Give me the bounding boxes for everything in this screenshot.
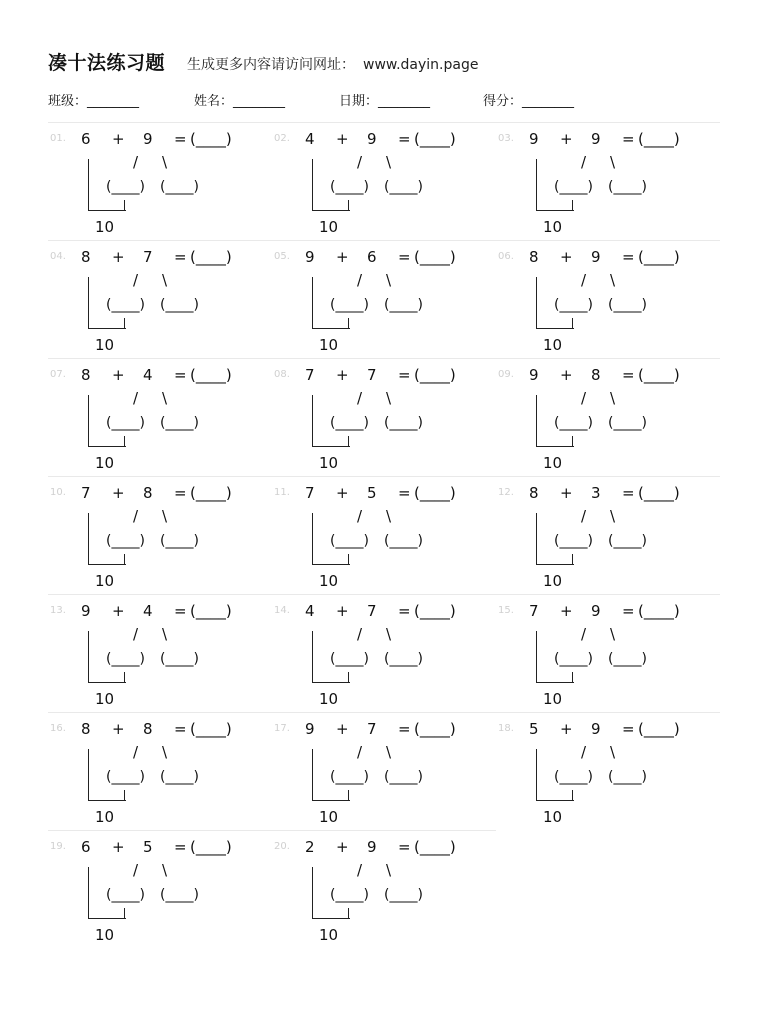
problem-cell bbox=[48, 830, 272, 949]
split-blank-left[interactable]: (____) bbox=[106, 415, 145, 431]
bracket-line bbox=[312, 395, 350, 447]
bracket-line bbox=[536, 159, 574, 211]
bracket-tick bbox=[348, 554, 349, 564]
bracket-tick bbox=[348, 790, 349, 800]
bracket-tick bbox=[572, 790, 573, 800]
equals-sign: = bbox=[622, 720, 635, 738]
bracket-tick bbox=[124, 318, 125, 328]
problem-number: 04. bbox=[50, 251, 66, 262]
split-blank-right[interactable]: (____) bbox=[608, 651, 647, 667]
second-addend: 9 bbox=[591, 130, 601, 148]
plus-sign: + bbox=[112, 248, 125, 266]
split-right-backslash: \ bbox=[162, 861, 168, 879]
split-blank-right[interactable]: (____) bbox=[160, 533, 199, 549]
bracket-line bbox=[312, 513, 350, 565]
equals-sign: = bbox=[622, 366, 635, 384]
make-ten-label: 10 bbox=[319, 572, 339, 590]
answer-blank[interactable]: (____) bbox=[414, 484, 456, 502]
split-blank-left[interactable]: (____) bbox=[554, 179, 593, 195]
problem-number: 05. bbox=[274, 251, 290, 262]
plus-sign: + bbox=[112, 602, 125, 620]
second-addend: 9 bbox=[591, 720, 601, 738]
answer-blank[interactable]: (____) bbox=[638, 484, 680, 502]
split-blank-right[interactable]: (____) bbox=[160, 651, 199, 667]
bracket-line bbox=[88, 159, 126, 211]
problem-number: 12. bbox=[498, 487, 514, 498]
problem-number: 03. bbox=[498, 133, 514, 144]
bracket-line bbox=[88, 395, 126, 447]
split-blank-left[interactable]: (____) bbox=[554, 533, 593, 549]
split-blank-left[interactable]: (____) bbox=[106, 297, 145, 313]
bracket-tick bbox=[124, 790, 125, 800]
first-addend: 8 bbox=[529, 248, 539, 266]
problem-number: 02. bbox=[274, 133, 290, 144]
problem-number: 10. bbox=[50, 487, 66, 498]
split-blank-left[interactable]: (____) bbox=[554, 297, 593, 313]
bracket-line bbox=[88, 277, 126, 329]
problem-cell bbox=[272, 476, 496, 595]
first-addend: 6 bbox=[81, 838, 91, 856]
answer-blank[interactable]: (____) bbox=[414, 838, 456, 856]
second-addend: 8 bbox=[591, 366, 601, 384]
split-left-slash: / bbox=[581, 153, 587, 171]
make-ten-label: 10 bbox=[319, 926, 339, 944]
problem-number: 06. bbox=[498, 251, 514, 262]
second-addend: 9 bbox=[367, 130, 377, 148]
plus-sign: + bbox=[112, 484, 125, 502]
split-blank-left[interactable]: (____) bbox=[554, 651, 593, 667]
plus-sign: + bbox=[560, 602, 573, 620]
split-blank-left[interactable]: (____) bbox=[330, 415, 369, 431]
problem-number: 09. bbox=[498, 369, 514, 380]
first-addend: 9 bbox=[305, 720, 315, 738]
split-right-backslash: \ bbox=[162, 625, 168, 643]
problem-cell bbox=[496, 240, 720, 359]
make-ten-label: 10 bbox=[543, 218, 563, 236]
problem-number: 16. bbox=[50, 723, 66, 734]
make-ten-label: 10 bbox=[95, 926, 115, 944]
split-right-backslash: \ bbox=[610, 625, 616, 643]
first-addend: 8 bbox=[529, 484, 539, 502]
answer-blank[interactable]: (____) bbox=[414, 720, 456, 738]
split-left-slash: / bbox=[581, 507, 587, 525]
split-blank-right[interactable]: (____) bbox=[160, 179, 199, 195]
bracket-line bbox=[312, 277, 350, 329]
split-blank-left[interactable]: (____) bbox=[106, 651, 145, 667]
equals-sign: = bbox=[398, 130, 411, 148]
bracket-tick bbox=[572, 554, 573, 564]
equals-sign: = bbox=[174, 248, 187, 266]
plus-sign: + bbox=[112, 720, 125, 738]
split-blank-right[interactable]: (____) bbox=[608, 179, 647, 195]
make-ten-label: 10 bbox=[95, 218, 115, 236]
first-addend: 9 bbox=[81, 602, 91, 620]
split-right-backslash: \ bbox=[386, 625, 392, 643]
first-addend: 9 bbox=[305, 248, 315, 266]
equals-sign: = bbox=[622, 484, 635, 502]
equals-sign: = bbox=[174, 130, 187, 148]
split-right-backslash: \ bbox=[610, 153, 616, 171]
page-title: 凑十法练习题 bbox=[48, 52, 166, 74]
problem-cell bbox=[272, 712, 496, 831]
problem-number: 17. bbox=[274, 723, 290, 734]
make-ten-label: 10 bbox=[543, 808, 563, 826]
split-blank-left[interactable]: (____) bbox=[554, 769, 593, 785]
page-subtitle: 生成更多内容请访问网址： bbox=[187, 57, 356, 73]
problem-cell bbox=[496, 594, 720, 713]
second-addend: 7 bbox=[367, 366, 377, 384]
bracket-tick bbox=[124, 908, 125, 918]
equals-sign: = bbox=[398, 484, 411, 502]
first-addend: 6 bbox=[81, 130, 91, 148]
split-left-slash: / bbox=[357, 507, 363, 525]
score-field: 得分：________ bbox=[483, 94, 575, 109]
second-addend: 7 bbox=[143, 248, 153, 266]
bracket-line bbox=[312, 867, 350, 919]
split-left-slash: / bbox=[357, 153, 363, 171]
plus-sign: + bbox=[112, 838, 125, 856]
split-blank-right[interactable]: (____) bbox=[608, 297, 647, 313]
problem-number: 20. bbox=[274, 841, 290, 852]
equals-sign: = bbox=[398, 366, 411, 384]
plus-sign: + bbox=[112, 366, 125, 384]
second-addend: 7 bbox=[367, 720, 377, 738]
split-right-backslash: \ bbox=[162, 271, 168, 289]
split-blank-left[interactable]: (____) bbox=[330, 651, 369, 667]
equals-sign: = bbox=[622, 602, 635, 620]
answer-blank[interactable]: (____) bbox=[190, 248, 232, 266]
make-ten-label: 10 bbox=[319, 218, 339, 236]
split-left-slash: / bbox=[133, 861, 139, 879]
first-addend: 4 bbox=[305, 602, 315, 620]
worksheet-header bbox=[48, 48, 478, 78]
make-ten-label: 10 bbox=[319, 690, 339, 708]
make-ten-label: 10 bbox=[319, 808, 339, 826]
equals-sign: = bbox=[174, 602, 187, 620]
bracket-tick bbox=[348, 672, 349, 682]
make-ten-label: 10 bbox=[543, 690, 563, 708]
bracket-tick bbox=[572, 318, 573, 328]
date-field: 日期：________ bbox=[339, 94, 431, 109]
bracket-line bbox=[312, 749, 350, 801]
problem-cell bbox=[48, 594, 272, 713]
split-left-slash: / bbox=[357, 625, 363, 643]
split-left-slash: / bbox=[357, 271, 363, 289]
problem-number: 15. bbox=[498, 605, 514, 616]
problem-cell bbox=[272, 122, 496, 241]
split-left-slash: / bbox=[357, 389, 363, 407]
first-addend: 5 bbox=[529, 720, 539, 738]
make-ten-label: 10 bbox=[95, 690, 115, 708]
make-ten-label: 10 bbox=[319, 454, 339, 472]
problem-grid bbox=[48, 122, 720, 952]
student-info-row bbox=[48, 90, 720, 110]
equals-sign: = bbox=[398, 838, 411, 856]
make-ten-label: 10 bbox=[543, 572, 563, 590]
make-ten-label: 10 bbox=[319, 336, 339, 354]
split-blank-right[interactable]: (____) bbox=[160, 769, 199, 785]
make-ten-label: 10 bbox=[95, 454, 115, 472]
split-left-slash: / bbox=[357, 743, 363, 761]
problem-cell bbox=[272, 830, 496, 949]
problem-cell bbox=[48, 712, 272, 831]
bracket-line bbox=[536, 749, 574, 801]
first-addend: 8 bbox=[81, 248, 91, 266]
equals-sign: = bbox=[174, 484, 187, 502]
split-right-backslash: \ bbox=[386, 507, 392, 525]
problem-cell bbox=[48, 476, 272, 595]
answer-blank[interactable]: (____) bbox=[414, 130, 456, 148]
plus-sign: + bbox=[336, 602, 349, 620]
split-right-backslash: \ bbox=[610, 507, 616, 525]
bracket-line bbox=[312, 159, 350, 211]
problem-number: 19. bbox=[50, 841, 66, 852]
problem-number: 18. bbox=[498, 723, 514, 734]
problem-cell bbox=[272, 240, 496, 359]
second-addend: 9 bbox=[591, 602, 601, 620]
problem-cell bbox=[496, 358, 720, 477]
make-ten-label: 10 bbox=[95, 808, 115, 826]
split-right-backslash: \ bbox=[386, 861, 392, 879]
equals-sign: = bbox=[398, 248, 411, 266]
bracket-tick bbox=[348, 318, 349, 328]
problem-cell bbox=[496, 122, 720, 241]
split-right-backslash: \ bbox=[162, 507, 168, 525]
split-left-slash: / bbox=[133, 625, 139, 643]
first-addend: 9 bbox=[529, 366, 539, 384]
bracket-line bbox=[312, 631, 350, 683]
split-right-backslash: \ bbox=[386, 743, 392, 761]
split-blank-right[interactable]: (____) bbox=[384, 769, 423, 785]
bracket-tick bbox=[124, 436, 125, 446]
second-addend: 9 bbox=[143, 130, 153, 148]
answer-blank[interactable]: (____) bbox=[638, 602, 680, 620]
plus-sign: + bbox=[336, 720, 349, 738]
problem-cell bbox=[48, 240, 272, 359]
second-addend: 8 bbox=[143, 720, 153, 738]
split-blank-right[interactable]: (____) bbox=[384, 297, 423, 313]
split-blank-left[interactable]: (____) bbox=[330, 533, 369, 549]
answer-blank[interactable]: (____) bbox=[190, 602, 232, 620]
second-addend: 7 bbox=[367, 602, 377, 620]
answer-blank[interactable]: (____) bbox=[638, 248, 680, 266]
answer-blank[interactable]: (____) bbox=[190, 720, 232, 738]
second-addend: 4 bbox=[143, 366, 153, 384]
first-addend: 7 bbox=[305, 484, 315, 502]
split-right-backslash: \ bbox=[610, 271, 616, 289]
plus-sign: + bbox=[336, 484, 349, 502]
second-addend: 9 bbox=[367, 838, 377, 856]
make-ten-label: 10 bbox=[95, 572, 115, 590]
equals-sign: = bbox=[622, 248, 635, 266]
equals-sign: = bbox=[622, 130, 635, 148]
split-right-backslash: \ bbox=[610, 743, 616, 761]
first-addend: 7 bbox=[81, 484, 91, 502]
website-link[interactable]: www.dayin.page bbox=[363, 57, 479, 73]
plus-sign: + bbox=[336, 130, 349, 148]
plus-sign: + bbox=[560, 484, 573, 502]
problem-cell bbox=[48, 358, 272, 477]
plus-sign: + bbox=[336, 366, 349, 384]
split-right-backslash: \ bbox=[386, 153, 392, 171]
problem-cell bbox=[48, 122, 272, 241]
equals-sign: = bbox=[174, 838, 187, 856]
split-blank-right[interactable]: (____) bbox=[384, 887, 423, 903]
class-field: 班级：________ bbox=[48, 94, 140, 109]
split-blank-right[interactable]: (____) bbox=[384, 415, 423, 431]
first-addend: 8 bbox=[81, 366, 91, 384]
split-right-backslash: \ bbox=[162, 389, 168, 407]
split-left-slash: / bbox=[581, 625, 587, 643]
equals-sign: = bbox=[174, 720, 187, 738]
plus-sign: + bbox=[560, 248, 573, 266]
answer-blank[interactable]: (____) bbox=[190, 838, 232, 856]
split-right-backslash: \ bbox=[386, 271, 392, 289]
problem-cell bbox=[272, 594, 496, 713]
second-addend: 4 bbox=[143, 602, 153, 620]
answer-blank[interactable]: (____) bbox=[414, 366, 456, 384]
second-addend: 8 bbox=[143, 484, 153, 502]
split-left-slash: / bbox=[133, 743, 139, 761]
bracket-line bbox=[88, 631, 126, 683]
split-blank-right[interactable]: (____) bbox=[608, 415, 647, 431]
first-addend: 9 bbox=[529, 130, 539, 148]
plus-sign: + bbox=[336, 248, 349, 266]
split-left-slash: / bbox=[133, 271, 139, 289]
split-blank-left[interactable]: (____) bbox=[330, 769, 369, 785]
bracket-line bbox=[88, 867, 126, 919]
bracket-line bbox=[536, 395, 574, 447]
problem-cell bbox=[496, 476, 720, 595]
split-blank-left[interactable]: (____) bbox=[554, 415, 593, 431]
answer-blank[interactable]: (____) bbox=[190, 130, 232, 148]
first-addend: 2 bbox=[305, 838, 315, 856]
split-right-backslash: \ bbox=[386, 389, 392, 407]
bracket-tick bbox=[572, 436, 573, 446]
bracket-tick bbox=[124, 200, 125, 210]
problem-cell bbox=[496, 712, 720, 831]
bracket-line bbox=[536, 277, 574, 329]
answer-blank[interactable]: (____) bbox=[638, 720, 680, 738]
equals-sign: = bbox=[398, 602, 411, 620]
split-blank-right[interactable]: (____) bbox=[608, 769, 647, 785]
split-blank-left[interactable]: (____) bbox=[330, 297, 369, 313]
split-left-slash: / bbox=[581, 389, 587, 407]
equals-sign: = bbox=[174, 366, 187, 384]
problem-number: 01. bbox=[50, 133, 66, 144]
split-blank-right[interactable]: (____) bbox=[384, 651, 423, 667]
bracket-line bbox=[536, 513, 574, 565]
split-left-slash: / bbox=[133, 389, 139, 407]
make-ten-label: 10 bbox=[95, 336, 115, 354]
bracket-line bbox=[88, 513, 126, 565]
second-addend: 9 bbox=[591, 248, 601, 266]
split-left-slash: / bbox=[133, 153, 139, 171]
second-addend: 3 bbox=[591, 484, 601, 502]
answer-blank[interactable]: (____) bbox=[414, 602, 456, 620]
bracket-line bbox=[536, 631, 574, 683]
make-ten-label: 10 bbox=[543, 454, 563, 472]
split-left-slash: / bbox=[357, 861, 363, 879]
split-blank-right[interactable]: (____) bbox=[608, 533, 647, 549]
problem-number: 08. bbox=[274, 369, 290, 380]
bracket-tick bbox=[348, 436, 349, 446]
bracket-tick bbox=[348, 200, 349, 210]
first-addend: 7 bbox=[529, 602, 539, 620]
bracket-tick bbox=[348, 908, 349, 918]
plus-sign: + bbox=[112, 130, 125, 148]
split-right-backslash: \ bbox=[162, 153, 168, 171]
split-blank-right[interactable]: (____) bbox=[160, 887, 199, 903]
split-blank-left[interactable]: (____) bbox=[330, 179, 369, 195]
first-addend: 4 bbox=[305, 130, 315, 148]
plus-sign: + bbox=[560, 366, 573, 384]
problem-number: 11. bbox=[274, 487, 290, 498]
answer-blank[interactable]: (____) bbox=[414, 248, 456, 266]
first-addend: 7 bbox=[305, 366, 315, 384]
first-addend: 8 bbox=[81, 720, 91, 738]
split-blank-left[interactable]: (____) bbox=[330, 887, 369, 903]
second-addend: 6 bbox=[367, 248, 377, 266]
problem-cell bbox=[272, 358, 496, 477]
second-addend: 5 bbox=[367, 484, 377, 502]
problem-number: 14. bbox=[274, 605, 290, 616]
split-blank-right[interactable]: (____) bbox=[160, 415, 199, 431]
problem-number: 13. bbox=[50, 605, 66, 616]
bracket-tick bbox=[572, 200, 573, 210]
bracket-tick bbox=[124, 554, 125, 564]
answer-blank[interactable]: (____) bbox=[190, 366, 232, 384]
make-ten-label: 10 bbox=[543, 336, 563, 354]
bracket-line bbox=[88, 749, 126, 801]
split-blank-right[interactable]: (____) bbox=[384, 179, 423, 195]
equals-sign: = bbox=[398, 720, 411, 738]
name-field: 姓名：________ bbox=[194, 94, 286, 109]
split-left-slash: / bbox=[581, 271, 587, 289]
split-blank-right[interactable]: (____) bbox=[384, 533, 423, 549]
answer-blank[interactable]: (____) bbox=[638, 130, 680, 148]
plus-sign: + bbox=[336, 838, 349, 856]
answer-blank[interactable]: (____) bbox=[638, 366, 680, 384]
split-right-backslash: \ bbox=[610, 389, 616, 407]
split-blank-left[interactable]: (____) bbox=[106, 887, 145, 903]
bracket-tick bbox=[124, 672, 125, 682]
plus-sign: + bbox=[560, 720, 573, 738]
plus-sign: + bbox=[560, 130, 573, 148]
split-blank-right[interactable]: (____) bbox=[160, 297, 199, 313]
bracket-tick bbox=[572, 672, 573, 682]
split-blank-left[interactable]: (____) bbox=[106, 179, 145, 195]
split-blank-left[interactable]: (____) bbox=[106, 533, 145, 549]
split-left-slash: / bbox=[133, 507, 139, 525]
answer-blank[interactable]: (____) bbox=[190, 484, 232, 502]
split-blank-left[interactable]: (____) bbox=[106, 769, 145, 785]
split-left-slash: / bbox=[581, 743, 587, 761]
problem-number: 07. bbox=[50, 369, 66, 380]
split-right-backslash: \ bbox=[162, 743, 168, 761]
second-addend: 5 bbox=[143, 838, 153, 856]
